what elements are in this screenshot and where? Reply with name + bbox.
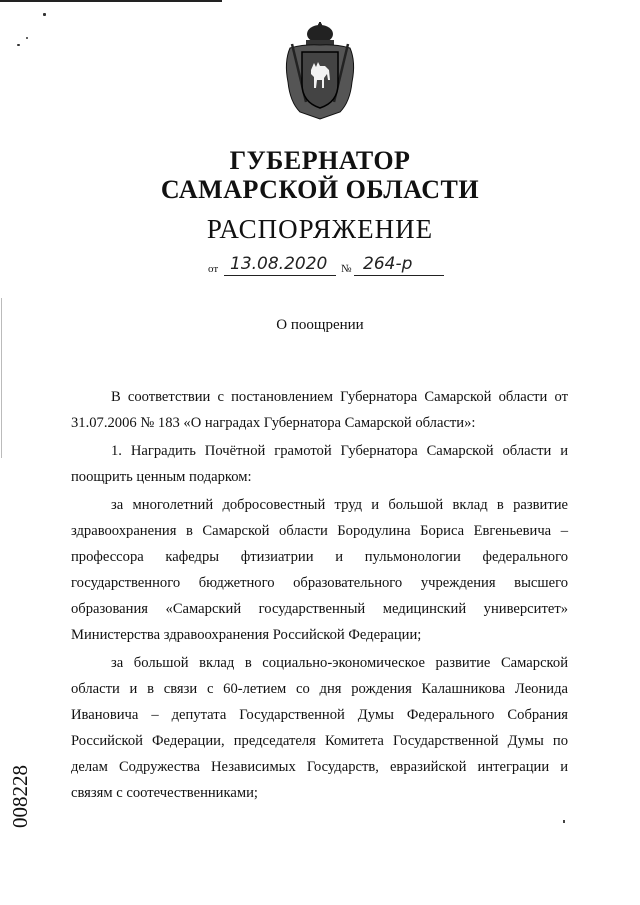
number-underline <box>354 275 444 276</box>
document-subject: О поощрении <box>276 317 364 333</box>
scan-top-edge-line <box>0 0 222 2</box>
document-date: 13.08.2020 <box>230 254 328 274</box>
paragraph: 1. Наградить Почётной грамотой Губернатора Самарской области и поощрить ценным подарком: <box>71 443 568 485</box>
date-from-label: от <box>208 263 219 275</box>
document-body <box>71 384 568 806</box>
date-number-line <box>208 255 448 279</box>
scan-speck <box>26 37 28 39</box>
crown-icon <box>306 22 334 45</box>
document-type-title: РАСПОРЯЖЕНИЕ <box>206 214 434 244</box>
date-underline <box>224 275 336 276</box>
header-governor: ГУБЕРНАТОР <box>229 146 411 175</box>
side-serial-number: 008228 <box>8 765 32 828</box>
scan-speck <box>563 820 565 823</box>
document-number: 264-р <box>363 254 413 274</box>
paragraph: за многолетний добросовестный труд и большой вклад в развитие здравоохранения в Самарской области Бородулина Бориса Евгеньевича – профессора кафедры фтизиатрии и пульмонологии федерального государственного бюджетного образовательного учреждения высшего образования «Самарский государственный медицинский университет» Министерства здравоохранения Российской Федерации; <box>71 497 568 643</box>
header-region: САМАРСКОЙ ОБЛАСТИ <box>160 175 480 204</box>
scan-speck <box>17 44 20 46</box>
scan-speck <box>43 13 46 16</box>
coat-of-arms-emblem <box>280 22 360 122</box>
paragraph: за большой вклад в социально-экономическое развитие Самарской области и в связи с 60-летием со дня рождения Калашникова Леонида Ивановича – депутата Государственной Думы Федерального Собрания Российской Федерации, председателя Комитета Государственной Думы по делам Содружества Независимых Государств, евразийской интеграции и связям с соотечественниками; <box>71 655 568 801</box>
paragraph: В соответствии с постановлением Губернатора Самарской области от 31.07.2006 № 183 «О наградах Губернатора Самарской области»: <box>71 389 568 431</box>
number-label: № <box>341 263 352 275</box>
